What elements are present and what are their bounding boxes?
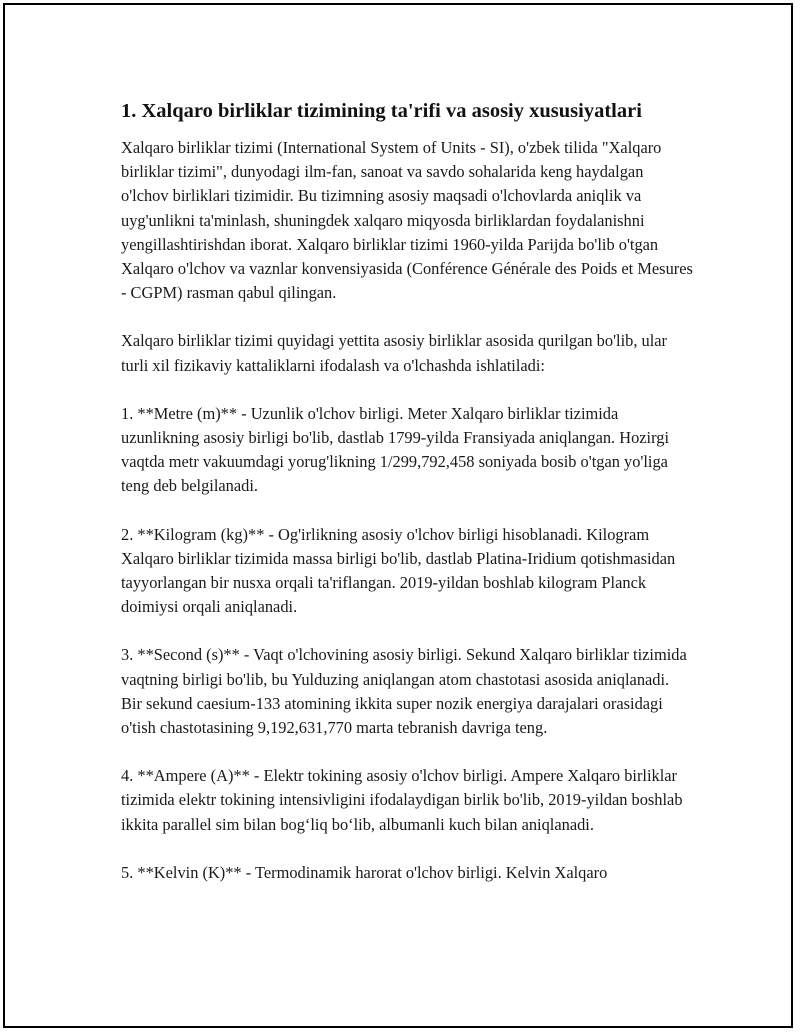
paragraph-second: 3. **Second (s)** - Vaqt o'lchovining asosiy birligi. Sekund Xalqaro birliklar tizimida vaqtning birligi bo'lib, bu Yulduzing aniqlangan atom chastotasi asosida aniqlanadi. Bir sekund caesium-133 atomining ikkita super nozik energiya darajalari orasidagi o'tish chastotasining 9,192,631,770 marta tebranish davriga teng.	[121, 645, 687, 738]
paragraph-base-units: Xalqaro birliklar tizimi quyidagi yettita asosiy birliklar asosida qurilgan bo'lib, ular turli xil fizikaviy kattaliklarni ifodalash va o'lchashda ishlatiladi:	[121, 331, 667, 375]
paragraph-ampere: 4. **Ampere (A)** - Elektr tokining asosiy o'lchov birligi. Ampere Xalqaro birliklar tizimida elektr tokining intensivligini ifodalaydigan birlik bo'lib, 2019-yildan boshlab ikkita parallel sim bilan bog‘liq bo‘lib, albumanli kuch bilan aniqlanadi.	[121, 766, 683, 834]
paragraph-intro: Xalqaro birliklar tizimi (International System of Units - SI), o'zbek tilida "Xalqaro birliklar tizimi", dunyodagi ilm-fan, sanoat va savdo sohalarida keng haydalgan o'lchov birliklari tizimidir. Bu tizimning asosiy maqsadi o'lchovlarda aniqlik va uyg'unlikni ta'minlash, shuningdek xalqaro miqyosda birliklardan foydalanishni yengillashtirishdan iborat. Xalqaro birliklar tizimi 1960-yilda Parijda bo'lib o'tgan Xalqaro o'lchov va vaznlar konvensiyasida (Conférence Générale des Poids et Mesures - CGPM) rasman qabul qilingan.	[121, 138, 693, 303]
document-page	[3, 3, 793, 1028]
paragraph-metre: 1. **Metre (m)** - Uzunlik o'lchov birligi. Meter Xalqaro birliklar tizimida uzunlikning asosiy birligi bo'lib, dastlab 1799-yilda Fransiyada aniqlangan. Hozirgi vaqtda metr vakuumdagi yorug'likning 1/299,792,458 soniyada bosib o'tgan yo'liga teng deb belgilanadi.	[121, 403, 670, 496]
paragraph-kelvin: 5. **Kelvin (K)** - Termodinamik harorat o'lchov birligi. Kelvin Xalqaro	[121, 862, 608, 882]
section-heading: 1. Xalqaro birliklar tizimining ta'rifi va asosiy xususiyatlari	[121, 100, 642, 122]
document-body	[121, 97, 693, 909]
paragraph-kilogram: 2. **Kilogram (kg)** - Og'irlikning asosiy o'lchov birligi hisoblanadi. Kilogram Xalqaro birliklar tizimida massa birligi bo'lib, dastlab Platina-Iridium qotishmasidan tayyorlangan bir nusxa orqali ta'riflangan. 2019-yildan boshlab kilogram Planck doimiysi orqali aniqlanadi.	[121, 524, 676, 617]
